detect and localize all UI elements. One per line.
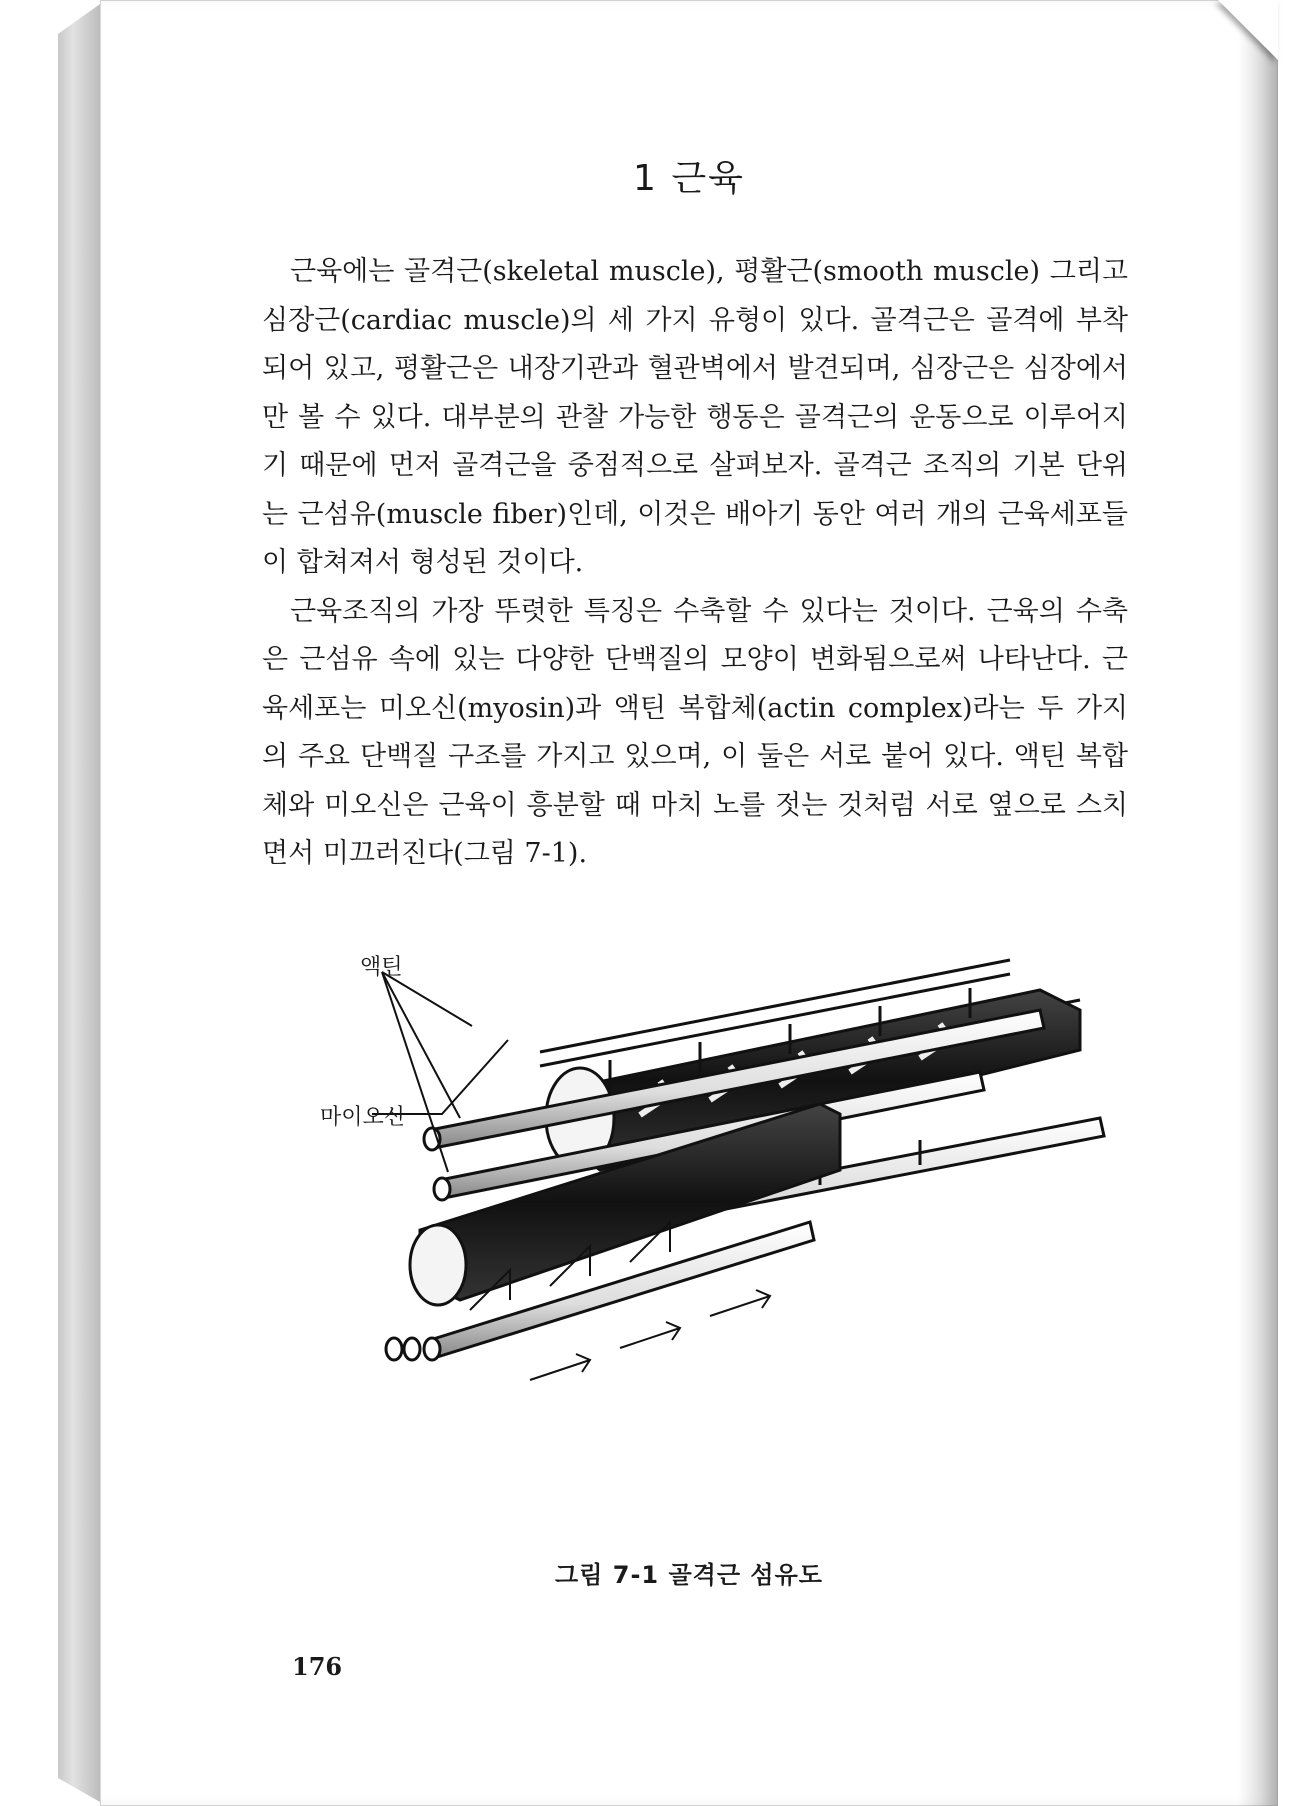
paragraph-2: 근육조직의 가장 뚜렷한 특징은 수축할 수 있다는 것이다. 근육의 수축은 근섬유 속에 있는 다양한 단백질의 모양이 변화됨으로써 나타난다. 근육세포는 미오신(myosin)과 액틴 복합체(actin complex)라는 두 가지의 주요 단백질 구조를 가지고 있으며, 이 둘은 서로 붙어 있다. 액틴 복합체와 미오신은 근육이 흥분할 때 마치 노를 젓는 것처럼 서로 옆으로 스치면서 미끄러진다(그림 7-1). [262, 595, 1128, 869]
chapter-title: 1 근육 [633, 158, 745, 199]
label-actin: 액틴 [360, 955, 403, 980]
page-number: 176 [292, 1652, 343, 1681]
page-corner [1218, 0, 1278, 60]
figure-caption: 그림 7-1 골격근 섬유도 [555, 1561, 823, 1589]
label-myosin: 마이오신 [320, 1105, 406, 1130]
body-text [262, 248, 1128, 879]
paragraph-1: 근육에는 골격근(skeletal muscle), 평활근(smooth muscle) 그리고 심장근(cardiac muscle)의 세 가지 유형이 있다. 골격근은 골격에 부착되어 있고, 평활근은 내장기관과 혈관벽에서 발견되며, 심장근은 심장에서만 볼 수 있다. 대부분의 관찰 가능한 행동은 골격근의 운동으로 이루어지기 때문에 먼저 골격근을 중점적으로 살펴보자. 골격근 조직의 기본 단위는 근섬유(muscle fiber)인데, 이것은 배아기 동안 여러 개의 근육세포들이 합쳐져서 형성된 것이다. [262, 256, 1128, 578]
muscle-fiber-figure [320, 940, 1120, 1510]
book-spine [58, 4, 100, 1802]
page-fold-shadow [1238, 0, 1278, 1806]
muscle-fiber-illustration [320, 940, 1120, 1510]
